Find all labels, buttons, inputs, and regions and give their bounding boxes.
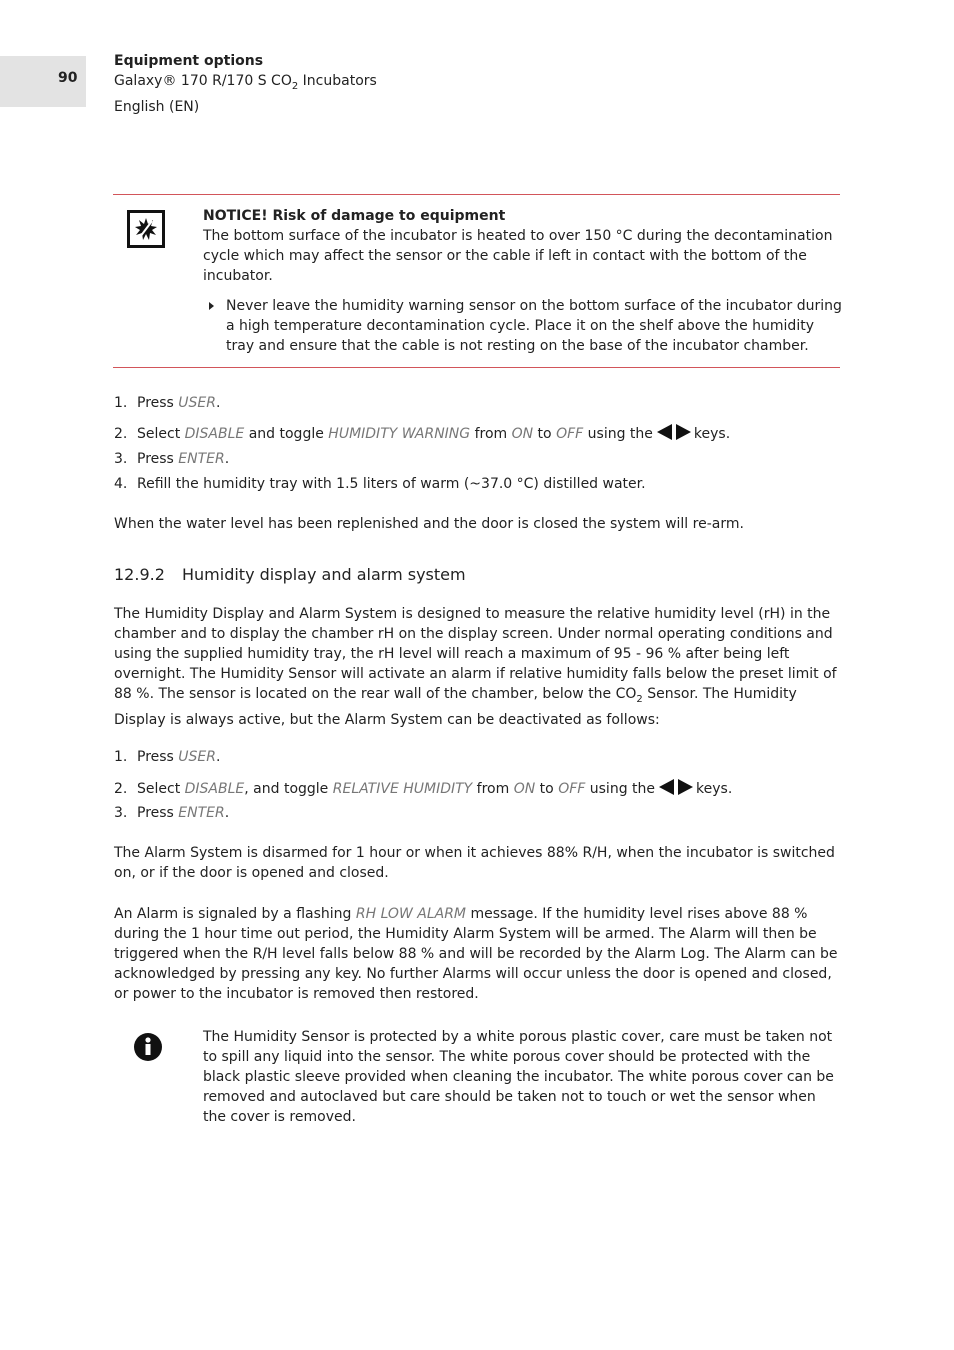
header-language: English (EN) [114, 98, 200, 115]
step-4-refill-tray: 4. Refill the humidity tray with 1.5 liters of warm (~37.0 °C) distilled water. [114, 476, 646, 492]
notice-title: NOTICE! Risk of damage to equipment [203, 208, 506, 224]
damage-warning-icon [127, 210, 165, 248]
notice-body: The bottom surface of the incubator is heated to over 150 °C during the decontamination cycle which may affect the sensor or the cable if left in contact with the bottom of the incubator. [203, 228, 833, 284]
intro-paragraph: The Humidity Display and Alarm System is designed to measure the relative humidity level (rH) in the chamber and to display the chamber rH on the display screen. Under normal operating conditions and using the supplied humidity tray, the rH level will reach a maximum of 95 - 96 % after being left overnight. The Humidity Sensor will activate an alarm if relative humidity falls below the preset limit of 88 %. The sensor is located on the rear wall of the chamber, below the $CO_2$ Sensor. The Humidity Display is always active, but the Alarm System can be deactivated as follows: [114, 606, 837, 728]
step-1-press-user: 1. Press USER. [114, 395, 221, 411]
notice-content [203, 206, 843, 356]
left-right-arrow-keys-icon [659, 779, 693, 795]
page-number: 90 [58, 70, 78, 86]
left-right-arrow-keys-icon [657, 424, 691, 440]
notice-box [113, 194, 840, 368]
running-header [114, 51, 377, 117]
section-heading: 12.9.2 Humidity display and alarm system [114, 565, 466, 584]
disarmed-paragraph: The Alarm System is disarmed for 1 hour or when it achieves 88% R/H, when the incubator is switched on, or if the door is opened and closed. [114, 845, 835, 881]
info-icon [134, 1033, 162, 1061]
rearm-paragraph: When the water level has been replenished and the door is closed the system will re-arm. [114, 516, 744, 532]
info-note: The Humidity Sensor is protected by a white porous plastic cover, care must be taken not to spill any liquid into the sensor. The white porous cover should be protected with the black plastic sleeve provided when cleaning the incubator. The white porous cover can be removed and autoclaved but care should be taken not to touch or wet the sensor when the cover is removed. [203, 1029, 834, 1125]
step-3-press-enter: 3. Press ENTER. [114, 451, 230, 467]
step-2-disable-humidity-warning: 2. Select DISABLE and toggle HUMIDITY WARNING from ON to OFF using the keys. [114, 426, 731, 442]
header-product: Galaxy® 170 R/170 S $CO_2$ Incubators [114, 73, 377, 92]
step-3-press-enter-2: 3. Press ENTER. [114, 805, 230, 821]
header-chapter-title: Equipment options [114, 53, 264, 69]
step-2-disable-relative-humidity: 2. Select DISABLE, and toggle RELATIVE HUMIDITY from ON to OFF using the keys. [114, 781, 733, 797]
bullet-triangle-icon [209, 302, 214, 310]
alarm-paragraph: An Alarm is signaled by a flashing RH LOW ALARM message. If the humidity level rises above 88 % during the 1 hour time out period, the Humidity Alarm System will be armed. The Alarm will then be triggered when the R/H level falls below 88 % and will be recorded by the Alarm Log. The Alarm can be acknowledged by pressing any key. No further Alarms will occur unless the door is opened and closed, or power to the incubator is removed then restored. [114, 906, 838, 1002]
notice-bullet: Never leave the humidity warning sensor on the bottom surface of the incubator during a high temperature decontamination cycle. Place it on the shelf above the humidity tray and ensure that the cable is not resting on the base of the incubator chamber. [203, 296, 843, 356]
step-1-press-user-2: 1. Press USER. [114, 749, 221, 765]
